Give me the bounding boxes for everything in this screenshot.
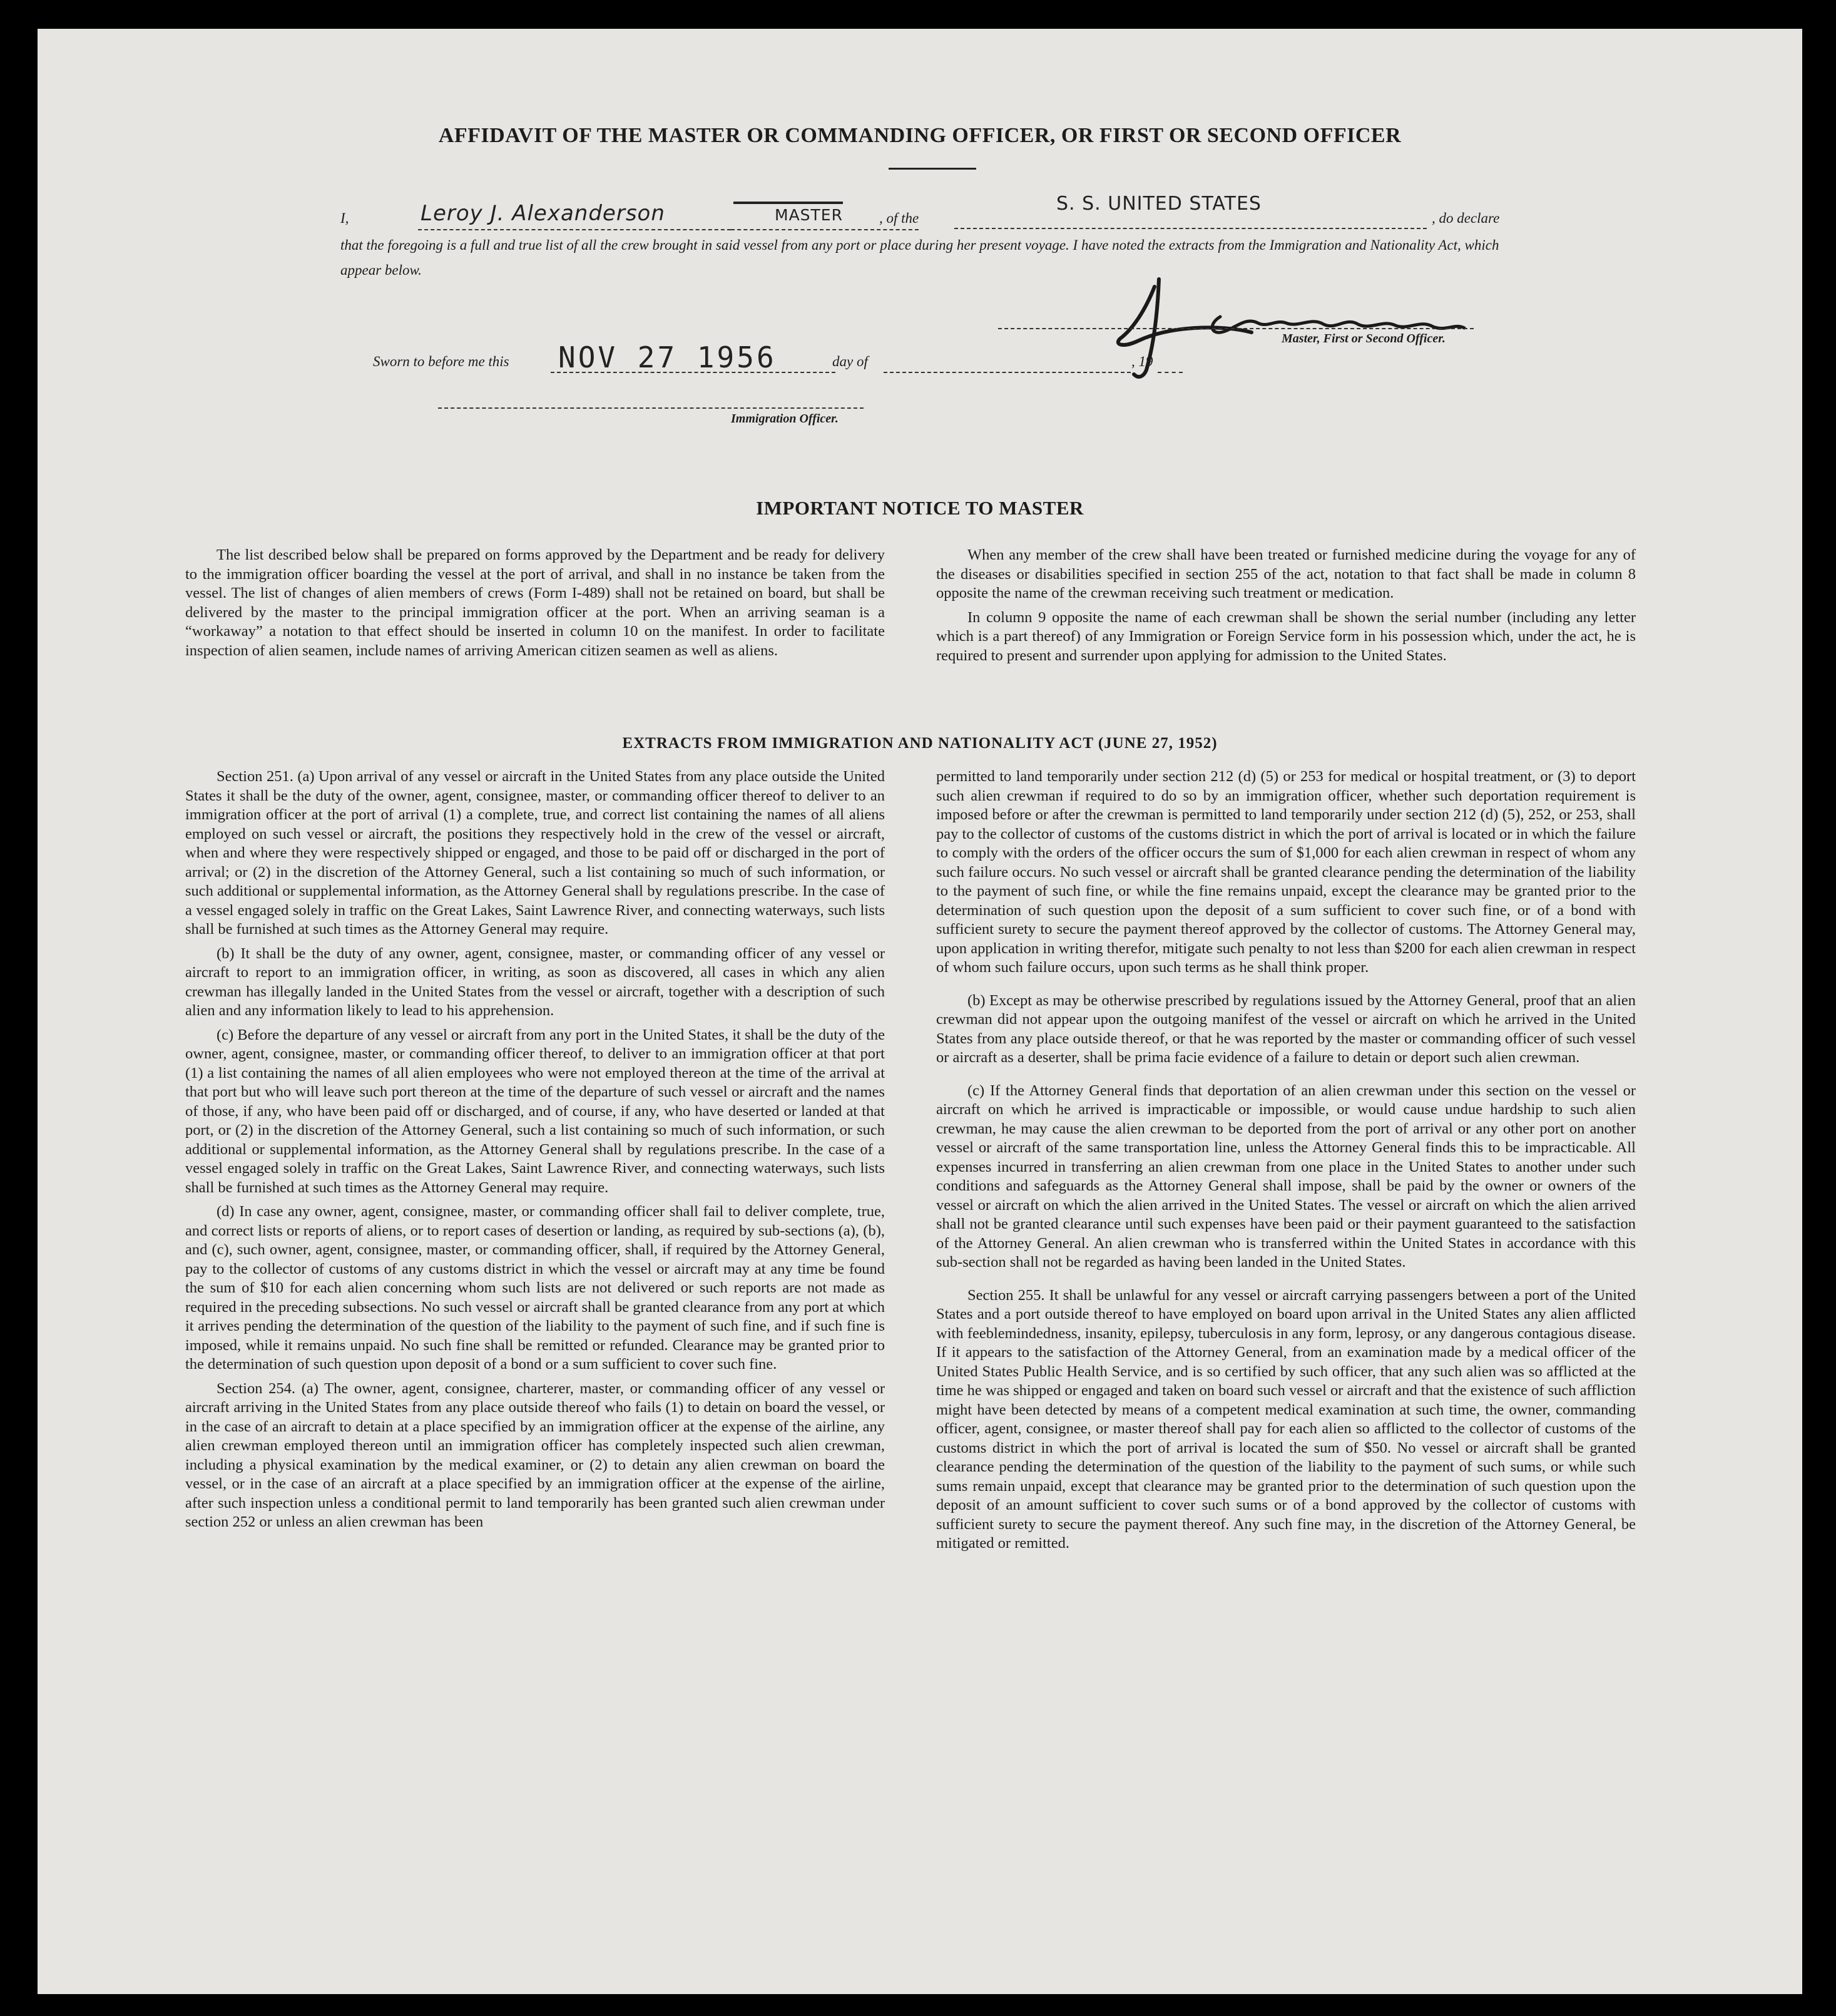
section-254b: (b) Except as may be otherwise prescribed by regulations issued by the Attorney General, proof that an alien crewman did not appear upon the outgoing manifest of the vessel or aircraft on which he arrived in the United States from any place outside thereof, or that he was reported by the master or commanding officer of such vessel or aircraft as a deserter, shall be prima facie evidence of a failure to detain or deport such alien crewman. (936, 991, 1636, 1066)
immigration-officer-caption: Immigration Officer. (731, 412, 839, 426)
extracts-heading: EXTRACTS FROM IMMIGRATION AND NATIONALITY ACT (JUNE 27, 1952) (622, 735, 1218, 752)
notice-left-paragraph: The list described below shall be prepared on forms approved by the Department and be ready for delivery to the immigration officer boarding the vessel at the port of arrival, and shall in no instance be taken from the vessel. The list of changes of alien members of crews (Form I-489) shall not be retained on board, but shall be delivered by the master to the principal immigration officer at the port. When an arriving seaman is a “workaway” a notation to that effect should be inserted in column 10 on the manifest. In order to facilitate inspection of alien seamen, include names of arriving American citizen seamen as well as aliens. (185, 546, 885, 659)
form-title: AFFIDAVIT OF THE MASTER OR COMMANDING OFFICER, OR FIRST OR SECOND OFFICER (438, 124, 1402, 147)
sworn-date-stamp: NOV 27 1956 (558, 340, 777, 374)
notice-left-column (185, 546, 885, 665)
sworn-month-line (884, 372, 1131, 373)
signer-name-field: Leroy J. Alexanderson (421, 201, 665, 226)
signer-rank-line (731, 229, 919, 230)
section-254c: (c) If the Attorney General finds that deportation of an alien crewman under this section on the vessel or aircraft on which he arrived is impracticable or impossible, or would cause undue hardship to such alien crewman, he may cause the alien crewman to be deported from the port of arrival or any other port on another vessel or aircraft of the same transportation line, unless the Attorney General finds this to be impracticable. All expenses incurred in transferring an alien crewman from one place in the United States to another under such conditions and safeguards as the Attorney General shall impose, shall be paid by the owner or owners of the vessel or aircraft on which the alien arrived in the United States. The vessel or aircraft on which the alien arrived shall not be granted clearance until such expenses have been paid or their payment guaranteed to the satisfaction of the Attorney General. An alien crewman who is transferred within the United States in accordance with this sub-section shall not be regarded as having been landed in the United States. (936, 1082, 1636, 1271)
title-rule (889, 168, 976, 170)
sworn-date-line (551, 372, 835, 373)
rank-overline (733, 202, 843, 204)
document-sheet (38, 29, 1802, 1994)
signer-rank-field: MASTER (775, 206, 843, 224)
notice-right-paragraph: When any member of the crew shall have been treated or furnished medicine during the voyage for any of the diseases or disabilities specified in section 255 of the act, notation to that fact shall be made in column 8 opposite the name of the crewman receiving such treatment or medication. (936, 546, 1636, 601)
vessel-name-field: S. S. UNITED STATES (1056, 193, 1262, 215)
notice-heading: IMPORTANT NOTICE TO MASTER (756, 497, 1084, 519)
section-251a: Section 251. (a) Upon arrival of any vessel or aircraft in the United States from any place outside the United States it shall be the duty of the owner, agent, consignee, master, or commanding officer thereof to deliver to an immigration officer at the port of arrival (1) a complete, true, and correct list containing the names of all aliens employed on such vessel or aircraft, the positions they respectively hold in the crew of the vessel or aircraft, when and where they were respectively shipped or engaged, and those to be paid off or discharged in the port of arrival; or (2) in the discretion of the Attorney General, such a list containing so much of such information, or such additional or supplemental information, as the Attorney General shall by regulations prescribe. In the case of a vessel engaged solely in traffic on the Great Lakes, Saint Lawrence River, and connecting waterways, such lists shall be furnished at such times as the Attorney General may require. (185, 768, 885, 938)
declaration-text: that the foregoing is a full and true list of all the crew brought in said vessel from any port or place during her present voyage. I have noted the extracts from the Immigration and Nationality Act, which appear below. (340, 237, 1499, 278)
vessel-name-line (954, 228, 1427, 229)
of-the-label: , of the (879, 210, 919, 226)
extracts-right-column (936, 767, 1636, 1558)
sworn-day-of: day of (832, 354, 868, 369)
section-251d: (d) In case any owner, agent, consignee, master, or commanding officer shall fail to deliver complete, true, and correct lists or reports of aliens, or to report cases of desertion or landing, as required by sub-sections (a), (b), and (c), such owner, agent, consignee, master, or commanding officer, shall, if required by the Attorney General, pay to the collector of customs of any customs district in which the vessel or aircraft may at any time be found the sum of $10 for each alien concerning whom such lists are not delivered or such reports are not made as required in the preceding subsections. No such vessel or aircraft shall be granted clearance from any port at which it arrives pending the determination of the question of the liability to the payment of such fine, and if such fine is imposed, while it remains unpaid. No such fine shall be remitted or refunded. Clearance may be granted prior to the determination of such question upon deposit of a bond or a sum sufficient to cover such fine. (185, 1203, 885, 1373)
sworn-year: , 19 (1131, 354, 1153, 369)
immigration-officer-line (438, 407, 864, 409)
section-251c: (c) Before the departure of any vessel or aircraft from any port in the United States, it shall be the duty of the owner, agent, consignee, master, or commanding officer thereof, to deliver to an immigration officer at that port (1) a list containing the names of all alien employees who were not employed thereon at the time of the arrival at that port but who will leave such port thereon at the time of the departure of such vessel or aircraft and the names of those, if any, who have been paid off or discharged, and of course, if any, who have deserted or landed at that port, or (2) in the discretion of the Attorney General, such a list containing so much of such information, or such additional or supplemental information, as the Attorney General shall by regulations prescribe. In the case of a vessel engaged solely in traffic on the Great Lakes, Saint Lawrence River, and connecting waterways, such lists shall be furnished at such times as the Attorney General may require. (185, 1026, 885, 1196)
notice-right-column (936, 546, 1636, 670)
notice-right-paragraph: In column 9 opposite the name of each crewman shall be shown the serial number (including any letter which is a part thereof) of any Immigration or Foreign Service form in his possession which, under the act, he is required to present and surrender upon applying for admission to the United States. (936, 608, 1636, 664)
section-254a: Section 254. (a) The owner, agent, consignee, charterer, master, or commanding officer of any vessel or aircraft arriving in the United States from any place outside thereof who fails (1) to detain on board the vessel, or in the case of an aircraft to detain at a place specified by an immigration officer at the expense of the airline, any alien crewman employed thereon until an immigration officer has completely inspected such alien crewman, including a physical examination by the medical examiner, or (2) to detain any alien crewman on board the vessel, or in the case of an aircraft at a place specified by an immigration officer at the expense of the airline, after such inspection unless a conditional permit to land temporarily has been granted such alien crewman under section 252 or unless an alien crewman has been (185, 1379, 885, 1530)
sworn-prefix: Sworn to before me this (373, 354, 509, 369)
declaration-prefix: I, (340, 210, 349, 226)
section-251b: (b) It shall be the duty of any owner, agent, consignee, master, or commanding officer of any vessel or aircraft to report to an immigration officer, in writing, as soon as discovered, all cases in which any alien crewman has illegally landed in the United States from the vessel or aircraft, together with a description of such alien and any information likely to lead to his apprehension. (185, 944, 885, 1019)
sworn-year-line (1158, 372, 1183, 373)
section-254a-continued: permitted to land temporarily under section 212 (d) (5) or 253 for medical or hospital treatment, or (3) to deport such alien crewman if required to do so by an immigration officer, whether such deportation requirement is imposed before or after the crewman is permitted to land temporarily under section 212 (d) (5), 252, or 253, shall pay to the collector of customs of the customs district in which the port of arrival is located or in which the failure to comply with the orders of the officer occurs the sum of $1,000 for each alien crewman in respect of whom any such failure occurs. No such vessel or aircraft shall be granted clearance pending the determination of the liability to the payment of such fine, or while the fine remains unpaid, except the clearance may be granted prior to the determination of such question upon the deposit of a sum sufficient to cover such fine, or of a bond with sufficient surety to secure the payment thereof approved by the collector of customs. The Attorney General may, upon application in writing therefor, mitigate such penalty to not less than $200 for each alien crewman in respect of whom such failure occurs, upon such terms as he shall think proper. (936, 768, 1636, 976)
extracts-left-column (185, 767, 885, 1537)
signature-caption: Master, First or Second Officer. (1282, 332, 1446, 345)
section-255: Section 255. It shall be unlawful for any vessel or aircraft carrying passengers between a port of the United States and a port outside thereof to have employed on board upon arrival in the United States any alien afflicted with feeblemindedness, insanity, epilepsy, tuberculosis in any form, leprosy, or any dangerous contagious disease. If it appears to the satisfaction of the Attorney General, from an examination made by a medical officer of the United States Public Health Service, and is so certified by such officer, that any such alien was so afflicted at the time he was shipped or engaged and taken on board such vessel or aircraft and that the existence of such affliction might have been detected by means of a competent medical examination at such time, the owner, commanding officer, agent, consignee, or master thereof shall pay for each alien so afflicted to the collector of customs of the customs district in which the port of arrival is located the sum of $50. No vessel or aircraft shall be granted clearance pending the determination of the question of the liability to the payment of such sums, or while such sums remain unpaid, except that clearance may be granted prior to the determination of such question upon the deposit of an amount sufficient to cover such sums or of a bond approved by the collector of customs with sufficient surety to secure the payment thereof. Any such fine may, in the discretion of the Attorney General, be mitigated or remitted. (936, 1286, 1636, 1552)
signer-name-line (418, 229, 731, 230)
master-signature (1095, 254, 1521, 379)
signature-line (998, 328, 1474, 329)
declare-label: , do declare (1432, 210, 1500, 226)
